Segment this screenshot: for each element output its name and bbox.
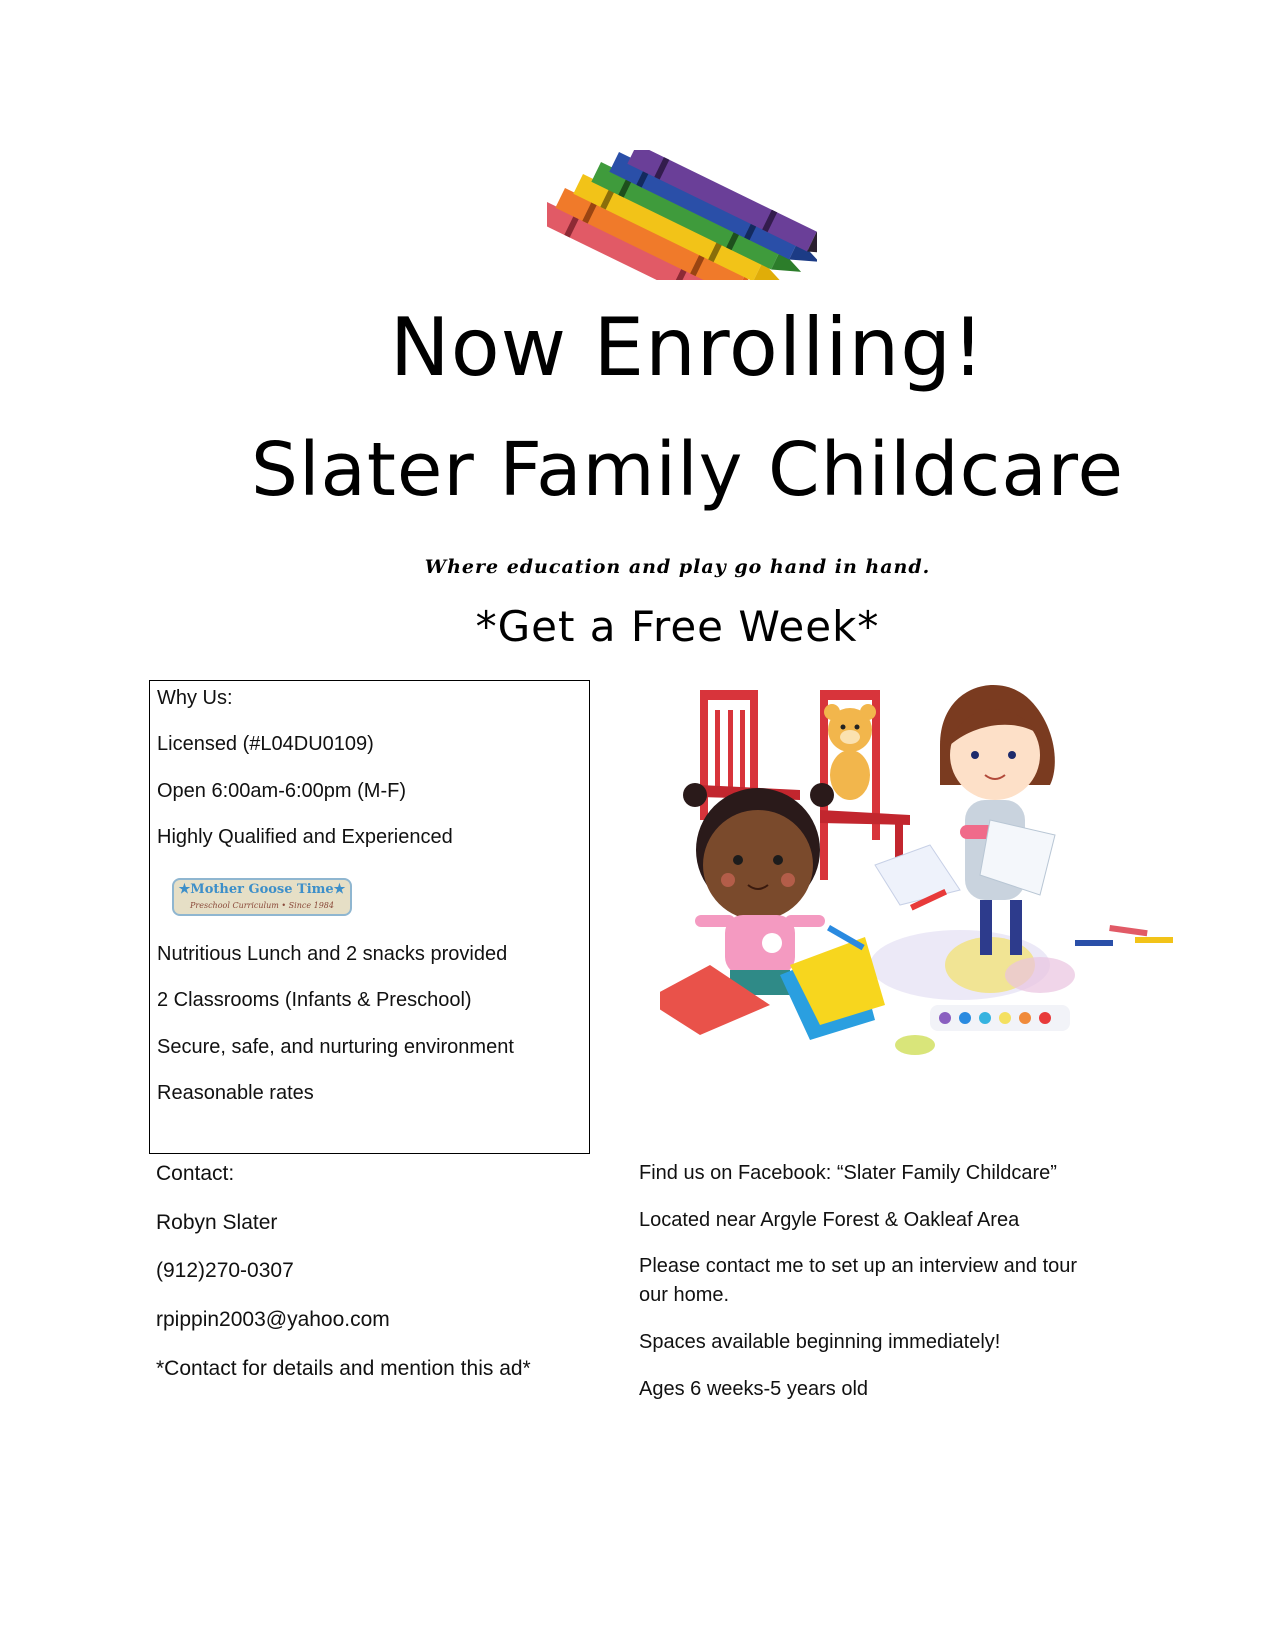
why-us-item: 2 Classrooms (Infants & Preschool) <box>157 989 472 1011</box>
tagline: Where education and play go hand in hand. <box>424 556 931 578</box>
mother-goose-time-logo <box>172 878 352 916</box>
girl-standing <box>940 685 1055 955</box>
why-us-item: Licensed (#L04DU0109) <box>157 733 374 755</box>
page-headline: Now Enrolling! <box>389 301 986 394</box>
crayons-image <box>547 150 817 280</box>
children-playing-illustration <box>660 675 1220 1105</box>
why-us-item: Reasonable rates <box>157 1082 314 1104</box>
availability-info: Spaces available beginning immediately! <box>639 1331 1001 1353</box>
location-info: Located near Argyle Forest & Oakleaf Area <box>639 1209 1020 1231</box>
contact-name: Robyn Slater <box>156 1211 278 1234</box>
contact-heading: Contact: <box>156 1162 235 1185</box>
logo-subtitle: Preschool Curriculum • Since 1984 <box>190 901 334 910</box>
paint-dots <box>930 1005 1070 1031</box>
facebook-info: Find us on Facebook: “Slater Family Childcare” <box>639 1162 1057 1184</box>
contact-phone: (912)270-0307 <box>156 1259 294 1282</box>
contact-note: *Contact for details and mention this ad* <box>156 1357 531 1380</box>
why-us-box <box>149 680 590 1154</box>
why-us-item: Open 6:00am-6:00pm (M-F) <box>157 780 406 802</box>
free-week-offer: *Get a Free Week* <box>475 602 880 651</box>
business-name: Slater Family Childcare <box>250 427 1125 513</box>
why-us-item: Secure, safe, and nurturing environment <box>157 1036 514 1058</box>
ages-info: Ages 6 weeks-5 years old <box>639 1378 869 1400</box>
teddy-bear <box>824 704 876 800</box>
why-us-item: Nutritious Lunch and 2 snacks provided <box>157 943 508 965</box>
why-us-item: Highly Qualified and Experienced <box>157 826 453 848</box>
tour-info-line1: Please contact me to set up an interview and tour <box>639 1255 1078 1277</box>
contact-email: rpippin2003@yahoo.com <box>156 1308 390 1331</box>
logo-title: ★Mother Goose Time★ <box>178 882 346 897</box>
tour-info-line2: our home. <box>639 1284 730 1306</box>
why-us-heading: Why Us: <box>157 687 233 709</box>
